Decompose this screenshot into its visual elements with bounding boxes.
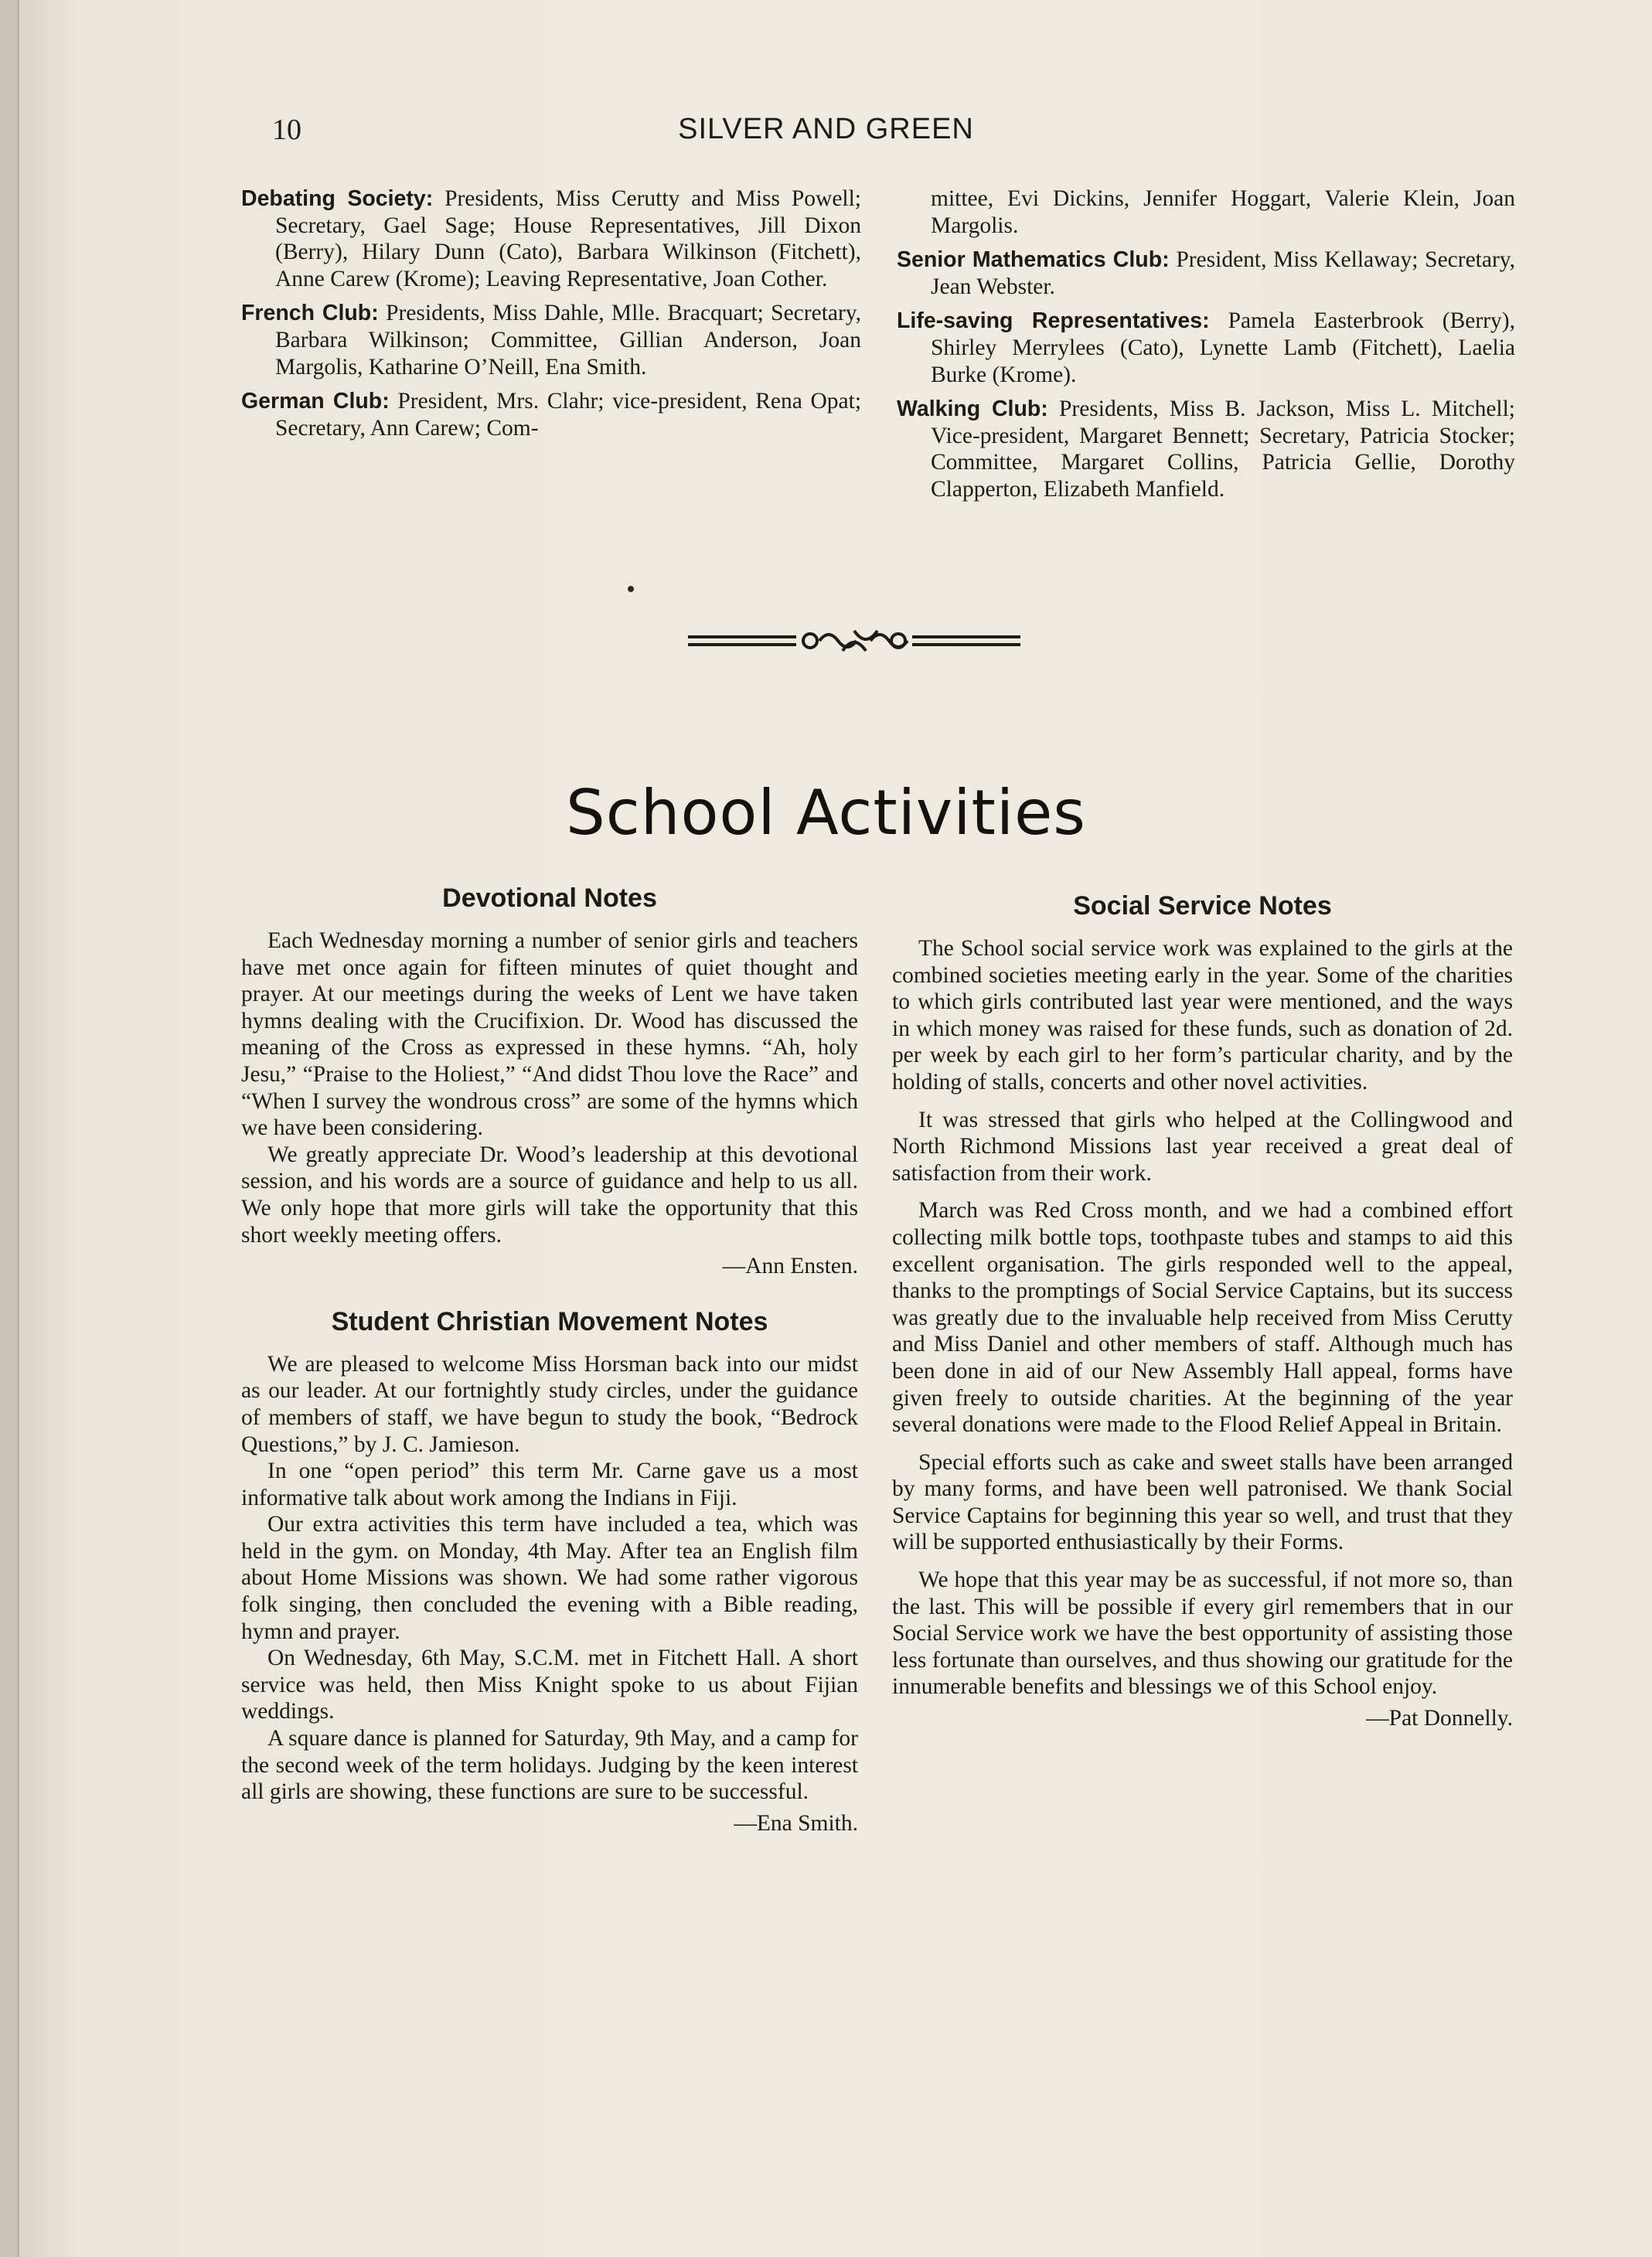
club-entry [897, 396, 1515, 502]
paragraph: It was stressed that girls who helped at the Collingwood and North Richmond Missions last year received a great deal of satisfaction from their work. [892, 1107, 1513, 1186]
scm-heading: Student Christian Movement Notes [331, 1306, 768, 1336]
club-entry [897, 308, 1515, 388]
club-name: Life-saving Representatives: [897, 308, 1210, 334]
page-number: 10 [272, 114, 301, 146]
page-header [0, 113, 1652, 151]
club-text: Presidents, Miss Dahle, Mlle. Bracquart; Secretary, Barbara Wilkinson; Committee, Gillian Anderson, Joan Margolis, Katharine O’Neill, Ena Smith. [275, 301, 862, 380]
club-name: French Club: [241, 301, 379, 326]
club-text: Pamela Easterbrook (Berry), Shirley Merrylees (Cato), Lynette Lamb (Fitchett), Laelia Burke (Krome). [931, 308, 1515, 387]
club-name: German Club: [241, 389, 390, 414]
paragraph: We hope that this year may be as successful, if not more so, than the last. This will be possible if every girl remembers that in our Social Service work we have the best opportunity of assisting those less fortunate than ourselves, and thus showing our gratitude for the innumerable benefits and blessings we of this School enjoy. [892, 1568, 1513, 1700]
paragraph: On Wednesday, 6th May, S.C.M. met in Fitchett Hall. A short service was held, then Miss Knight spoke to us about Fijian weddings. [241, 1646, 858, 1724]
ink-dot [628, 586, 634, 592]
paragraph: Each Wednesday morning a number of senior girls and teachers have met once again for fifteen minutes of quiet thought and prayer. At our meetings during the weeks of Lent we have taken hymns dealing with the Crucifixion. Dr. Wood has discussed the meaning of the Cross as expressed in these hymns. “Ah, holy Jesu,” “Praise to the Holiest,” “And didst Thou love the Race” and “When I survey the wondrous cross” are some of the hymns which we have been considering. [241, 928, 858, 1141]
left-article-column [241, 883, 858, 1837]
paragraph: The School social service work was explained to the girls at the combined societies meeting early in the year. Some of the charities to which girls contributed last year were mentioned, and the ways in which money was raised for these funds, such as donation of 2d. per week by each girl to her form’s particular charity, and by the holding of stalls, concerts and other novel activities. [892, 936, 1513, 1094]
paragraph: We greatly appreciate Dr. Wood’s leadership at this devotional session, and his words are a source of guidance and help to us all. We only hope that more girls will take the opportunity that this short weekly meeting offers. [241, 1142, 858, 1248]
club-text: Presidents, Miss Cerutty and Miss Powell; Secretary, Gael Sage; House Representatives, Jill Dixon (Berry), Hilary Dunn (Cato), Barbara Wilkinson (Fitchett), Anne Carew (Krome); Leaving Representative, Joan Cother. [275, 186, 861, 291]
section-title: School Activities [566, 777, 1086, 849]
club-text: Presidents, Miss B. Jackson, Miss L. Mitchell; Vice-president, Margaret Bennett; Secretary, Patricia Stocker; Committee, Margaret Collins, Patricia Gellie, Dorothy Clapperton, Elizabeth Manfield. [931, 397, 1515, 502]
club-text: President, Mrs. Clahr; vice-president, Rena Opat; Secretary, Ann Carew; Com- [275, 389, 862, 441]
paragraph: We are pleased to welcome Miss Horsman back into our midst as our leader. At our fortnightly study circles, under the guidance of members of staff, we have begun to study the book, “Bedrock Questions,” by J. C. Jamieson. [241, 1351, 858, 1457]
club-entry [241, 388, 861, 441]
binding-spine [0, 0, 17, 2257]
paragraph: In one “open period” this term Mr. Carne gave us a most informative talk about work among the Indians in Fiji. [241, 1459, 858, 1510]
signature: —Ena Smith. [734, 1810, 858, 1836]
devotional-heading: Devotional Notes [442, 883, 657, 913]
clubs-left-column [241, 186, 861, 449]
signature: —Pat Donnelly. [1366, 1706, 1513, 1731]
ornament-divider-icon [688, 625, 1020, 659]
paragraph: Our extra activities this term have included a tea, which was held in the gym. on Monday, 4th May. After tea an English film about Home Missions was shown. We had some rather vigorous folk singing, then concluded the evening with a Bible reading, hymn and prayer. [241, 1512, 858, 1644]
club-entry [241, 186, 861, 292]
club-continuation: mittee, Evi Dickins, Jennifer Hoggart, Valerie Klein, Joan Margolis. [931, 186, 1515, 238]
club-text: President, Miss Kellaway; Secretary, Jean Webster. [931, 247, 1515, 299]
running-title: SILVER AND GREEN [678, 113, 974, 145]
club-name: Walking Club: [897, 397, 1048, 422]
club-entry [241, 300, 861, 380]
clubs-right-column [897, 186, 1515, 511]
club-entry [897, 247, 1515, 300]
right-article-column [892, 890, 1513, 1732]
club-name: Senior Mathematics Club: [897, 247, 1170, 273]
paragraph: A square dance is planned for Saturday, 9th May, and a camp for the second week of the term holidays. Judging by the keen interest all girls are showing, these functions are sure to be successful. [241, 1726, 858, 1805]
paragraph: March was Red Cross month, and we had a combined effort collecting milk bottle tops, toothpaste tubes and stamps to aid this excellent organisation. The girls responded well to the appeal, thanks to the promptings of Social Service Captains, but its success was greatly due to the invaluable help received from Miss Cerutty and Miss Daniel and other members of staff. Although much has been done in aid of our New Assembly Hall appeal, forms have given freely to outside charities. At the beginning of the year several donations were made to the Flood Relief Appeal in Britain. [892, 1198, 1513, 1438]
social-heading: Social Service Notes [1073, 891, 1332, 921]
club-name: Debating Society: [241, 186, 434, 211]
signature: —Ann Ensten. [722, 1254, 858, 1279]
paragraph: Special efforts such as cake and sweet stalls have been arranged by many forms, and have been well patronised. We thank Social Service Captains for beginning this year so well, and trust that they will be supported enthusiastically by their Forms. [892, 1449, 1513, 1555]
